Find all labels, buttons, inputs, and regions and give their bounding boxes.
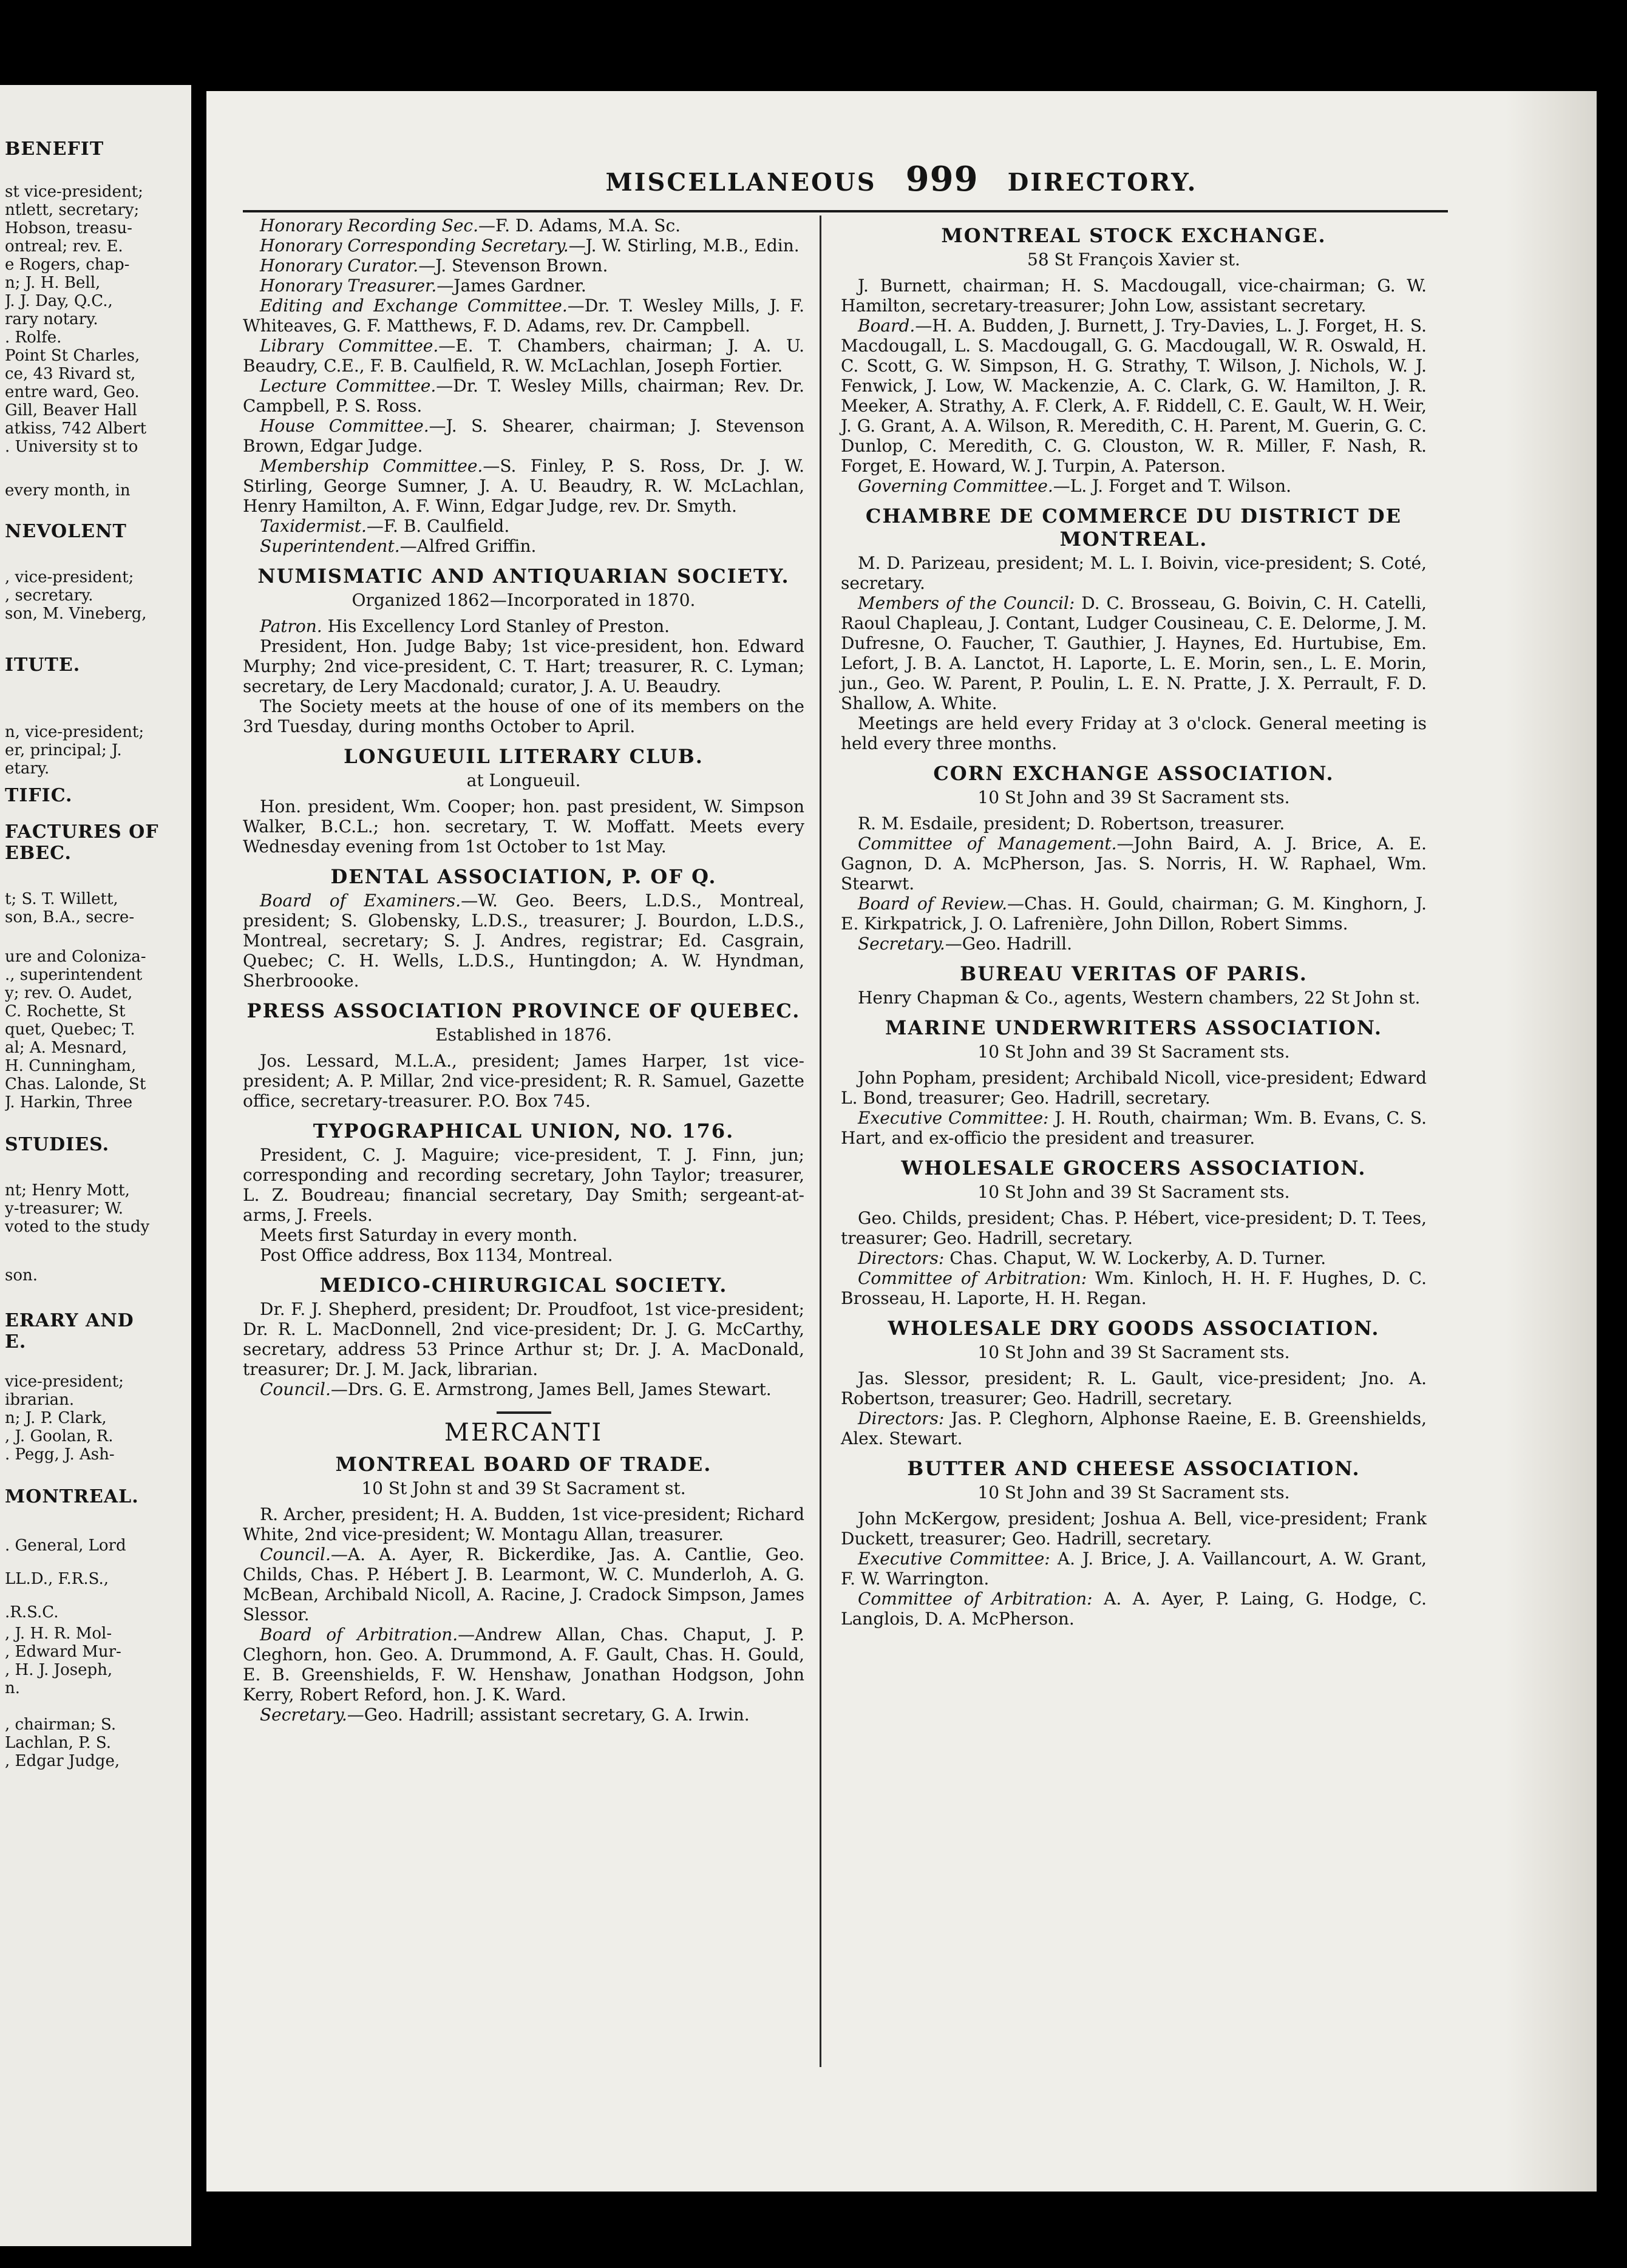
header-rule <box>243 210 1448 212</box>
entry-paragraph <box>841 1108 1427 1148</box>
section-address: Established in 1876. <box>435 1025 612 1045</box>
entry-paragraph <box>841 813 1427 834</box>
entry-lead: Secretary. <box>260 1705 347 1725</box>
entry-paragraph <box>243 891 804 991</box>
entry-text: —J. W. Stirling, M.B., Edin. <box>568 236 800 256</box>
entry-paragraph <box>841 1509 1427 1549</box>
strip-heading: TIFIC. <box>5 786 73 806</box>
strip-line: , Edgar Judge, <box>5 1752 120 1770</box>
entry-text: —Geo. Hadrill; assistant secretary, G. A. Irwin. <box>347 1705 750 1725</box>
entry-text: Post Office address, Box 1134, Montreal. <box>260 1245 613 1265</box>
entry-text: —J. Stevenson Brown. <box>418 256 608 276</box>
category-heading: MERCANTI <box>444 1419 603 1447</box>
entry-paragraph <box>243 1625 804 1705</box>
entry-paragraph <box>243 636 804 696</box>
entry-text: J. H. Routh, chairman; Wm. B. Evans, C. S. Hart, and ex-officio the president and treasurer. <box>841 1108 1427 1148</box>
entry-lead: Board of Review. <box>858 894 1008 914</box>
entry-lead: Governing Committee. <box>858 476 1053 496</box>
section-address: at Longueuil. <box>466 770 581 790</box>
strip-line: , Edward Mur- <box>5 1643 121 1661</box>
strip-line: al; A. Mesnard, <box>5 1039 127 1057</box>
page-gutter <box>1506 91 1597 2192</box>
entry-lead: Committee of Arbitration: <box>858 1589 1093 1609</box>
adjacent-page-strip <box>0 85 191 2246</box>
entry-text: Jas. P. Cleghorn, Alphonse Raeine, E. B. Greenshields, Alex. Stewart. <box>841 1408 1427 1448</box>
entry-lead: Library Committee. <box>260 336 439 356</box>
section-heading: MONTREAL BOARD OF TRADE. <box>335 1453 712 1476</box>
entry-paragraph <box>243 416 804 456</box>
strip-line: H. Cunningham, <box>5 1057 137 1075</box>
section-heading: PRESS ASSOCIATION PROVINCE OF QUEBEC. <box>246 999 801 1022</box>
entry-text: Geo. Childs, president; Chas. P. Hébert, vice-president; D. T. Tees, treasurer; Geo. Hadrill, secretary. <box>841 1208 1427 1248</box>
section-address: 10 St John and 39 St Sacrament sts. <box>977 787 1290 807</box>
page-number: 999 <box>905 159 979 199</box>
entry-paragraph <box>841 713 1427 753</box>
entry-paragraph <box>243 1544 804 1625</box>
entry-text: The Society meets at the house of one of its members on the 3rd Tuesday, during months October to April. <box>243 696 804 736</box>
strip-line: ce, 43 Rivard st, <box>5 365 136 383</box>
entry-paragraph <box>841 934 1427 954</box>
entry-paragraph <box>243 1504 804 1544</box>
section-heading: DENTAL ASSOCIATION, P. OF Q. <box>330 865 717 888</box>
strip-line: e Rogers, chap- <box>5 256 130 274</box>
strip-line: st vice-president; <box>5 183 143 201</box>
entry-paragraph <box>841 1248 1427 1268</box>
section-heading: WHOLESALE DRY GOODS ASSOCIATION. <box>888 1317 1380 1340</box>
strip-line: atkiss, 742 Albert <box>5 419 147 438</box>
entry-text: D. C. Brosseau, G. Boivin, C. H. Catelli, Raoul Chapleau, J. Contant, Ludger Cousineau, C. E. Delorme, J. M. Dufresne, O. Faucher, T. Gauthier, J. Haynes, Ed. Hurtubise, Em. Lefort, J. B. A. Lanctot, H. Laporte, L. E. Morin, sen., L. E. Morin, jun., Geo. W. Parent, P. Poulin, L. E. N. Pratte, J. X. Perrault, F. D. Shallow, A. White. <box>841 593 1427 713</box>
strip-heading: E. <box>5 1333 27 1352</box>
section-heading: TYPOGRAPHICAL UNION, NO. 176. <box>313 1119 735 1142</box>
section-heading: MEDICO-CHIRURGICAL SOCIETY. <box>319 1274 728 1297</box>
section-address: 10 St John st and 39 St Sacrament st. <box>361 1478 686 1498</box>
strip-line: y-treasurer; W. <box>5 1200 124 1218</box>
entry-paragraph <box>841 1208 1427 1248</box>
section-heading: BUTTER AND CHEESE ASSOCIATION. <box>907 1457 1360 1480</box>
entry-paragraph <box>841 1549 1427 1589</box>
strip-line: , J. Goolan, R. <box>5 1427 114 1445</box>
strip-heading: MONTREAL. <box>5 1487 139 1507</box>
entry-paragraph <box>841 593 1427 713</box>
entry-paragraph <box>243 1379 804 1399</box>
entry-text: Chas. Chaput, W. W. Lockerby, A. D. Turner. <box>944 1248 1326 1268</box>
running-head-left: MISCELLANEOUS <box>605 168 877 197</box>
entry-paragraph <box>841 894 1427 934</box>
strip-line: nt; Henry Mott, <box>5 1181 130 1200</box>
entry-paragraph <box>243 376 804 416</box>
entry-lead: Honorary Corresponding Secretary. <box>260 236 569 256</box>
strip-line: voted to the study <box>5 1218 150 1236</box>
section-address: 10 St John and 39 St Sacrament sts. <box>977 1182 1290 1202</box>
entry-text: —L. J. Forget and T. Wilson. <box>1053 476 1292 496</box>
entry-paragraph <box>841 1268 1427 1308</box>
strip-heading: ERARY AND <box>5 1311 134 1331</box>
section-address: 58 St François Xavier st. <box>1027 250 1240 270</box>
strip-line: ntlett, secretary; <box>5 201 140 219</box>
entry-paragraph <box>243 276 804 296</box>
entry-paragraph <box>243 516 804 536</box>
entry-lead: Committee of Arbitration: <box>858 1268 1087 1288</box>
entry-text: —Drs. G. E. Armstrong, James Bell, James Stewart. <box>330 1379 772 1399</box>
entry-text: —F. D. Adams, M.A. Sc. <box>478 216 681 236</box>
entry-lead: Directors: <box>858 1248 945 1268</box>
entry-text: Henry Chapman & Co., agents, Western chambers, 22 St John st. <box>858 988 1421 1008</box>
entry-paragraph <box>841 1408 1427 1448</box>
entry-paragraph <box>243 616 804 636</box>
entry-text: —W. Geo. Beers, L.D.S., Montreal, president; S. Globensky, L.D.S., treasurer; J. Bourdon, L.D.S., Montreal, secretary; S. J. Andres, registrar; Ed. Casgrain, Quebec; C. H. Wells, L.D.S., Huntingdon; A. W. Hyndman, Sherbroooke. <box>243 891 804 991</box>
strip-line: . Pegg, J. Ash- <box>5 1445 115 1464</box>
left-column <box>243 216 804 1725</box>
entry-lead: Directors: <box>858 1408 945 1428</box>
entry-lead: Patron. <box>260 616 322 636</box>
entry-text: R. M. Esdaile, president; D. Robertson, treasurer. <box>858 813 1285 834</box>
entry-text: —Alfred Griffin. <box>399 536 537 556</box>
entry-paragraph <box>243 1705 804 1725</box>
entry-lead: Honorary Recording Sec. <box>260 216 478 236</box>
entry-text: —A. A. Ayer, R. Bickerdike, Jas. A. Cantlie, Geo. Childs, Chas. P. Hébert J. B. Learmont, W. C. Munderloh, A. G. McBean, Archibald Nicoll, A. Racine, J. Cradock Simpson, James Slessor. <box>243 1544 804 1625</box>
entry-lead: Honorary Curator. <box>260 256 419 276</box>
entry-text: —Dr. T. Wesley Mills, J. F. Whiteaves, G. F. Matthews, F. D. Adams, rev. Dr. Campbell. <box>243 296 805 336</box>
entry-lead: Membership Committee. <box>260 456 483 476</box>
entry-text: President, C. J. Maguire; vice-president, T. J. Finn, jun; corresponding and recording secretary, John Taylor; treasurer, L. Z. Boudreau; financial secretary, Day Smith; sergeant-at-arms, J. Freels. <box>243 1145 804 1225</box>
entry-lead: Committee of Management. <box>858 834 1117 854</box>
entry-lead: Board of Examiners. <box>260 891 461 911</box>
strip-line: t; S. T. Willett, <box>5 890 118 908</box>
section-heading: CORN EXCHANGE ASSOCIATION. <box>933 762 1334 785</box>
strip-line: n. <box>5 1679 21 1697</box>
entry-paragraph <box>841 1068 1427 1108</box>
entry-lead: Board of Arbitration. <box>260 1625 458 1645</box>
entry-text: —F. B. Caulfield. <box>366 516 510 536</box>
strip-line: Chas. Lalonde, St <box>5 1075 146 1093</box>
strip-line: , H. J. Joseph, <box>5 1661 113 1679</box>
entry-lead: Editing and Exchange Committee. <box>260 296 568 316</box>
entry-lead: House Committee. <box>260 416 429 436</box>
entry-paragraph <box>841 553 1427 593</box>
entry-text: A. A. Ayer, P. Laing, G. Hodge, C. Langlois, D. A. McPherson. <box>841 1589 1427 1629</box>
entry-text: —James Gardner. <box>436 276 586 296</box>
directory-page <box>206 91 1597 2192</box>
section-heading: MARINE UNDERWRITERS ASSOCIATION. <box>885 1016 1383 1039</box>
entry-text: —Geo. Hadrill. <box>945 934 1073 954</box>
entry-paragraph <box>841 988 1427 1008</box>
strip-heading: NEVOLENT <box>5 522 127 542</box>
entry-lead: Council. <box>260 1544 331 1564</box>
entry-lead: Executive Committee: <box>858 1108 1049 1128</box>
strip-heading: EBEC. <box>5 844 72 863</box>
section-heading: MONTREAL STOCK EXCHANGE. <box>941 224 1326 247</box>
entry-lead: Honorary Treasurer. <box>260 276 437 296</box>
entry-paragraph <box>243 336 804 376</box>
entry-text: Jos. Lessard, M.L.A., president; James Harper, 1st vice-president; A. P. Millar, 2nd vice-president; R. R. Samuel, Gazette office, secretary-treasurer. P.O. Box 745. <box>243 1051 804 1111</box>
strip-line: etary. <box>5 759 50 778</box>
section-address: 10 St John and 39 St Sacrament sts. <box>977 1342 1290 1362</box>
section-heading: LONGUEUIL LITERARY CLUB. <box>344 745 704 768</box>
strip-line: , vice-president; <box>5 568 134 586</box>
strip-line: Lachlan, P. S. <box>5 1734 112 1752</box>
entry-text: Wm. Kinloch, H. H. F. Hughes, D. C. Brosseau, H. Laporte, H. H. Regan. <box>841 1268 1427 1308</box>
strip-line: J. J. Day, Q.C., <box>5 292 113 310</box>
entry-text: —Chas. H. Gould, chairman; G. M. Kinghorn, J. E. Kirkpatrick, J. O. Lafrenière, John Dillon, Robert Simms. <box>841 894 1427 934</box>
entry-text: M. D. Parizeau, president; M. L. I. Boivin, vice-president; S. Coté, secretary. <box>841 553 1427 593</box>
entry-text: R. Archer, president; H. A. Budden, 1st vice-president; Richard White, 2nd vice-president; W. Montagu Allan, treasurer. <box>243 1504 804 1544</box>
entry-paragraph <box>841 276 1427 316</box>
entry-text: Hon. president, Wm. Cooper; hon. past president, W. Simpson Walker, B.C.L.; hon. secretary, T. W. Moffatt. Meets every Wednesday evening from 1st October to 1st May. <box>243 796 804 857</box>
section-address: 10 St John and 39 St Sacrament sts. <box>977 1482 1290 1502</box>
strip-line: quet, Quebec; T. <box>5 1020 135 1039</box>
entry-paragraph <box>243 236 804 256</box>
strip-line: ., superintendent <box>5 966 143 984</box>
strip-line: son, M. Vineberg, <box>5 605 147 623</box>
entry-paragraph <box>243 216 804 236</box>
strip-line: rary notary. <box>5 310 98 328</box>
entry-paragraph <box>243 296 804 336</box>
entry-lead: Executive Committee: <box>858 1549 1050 1569</box>
section-heading: BUREAU VERITAS OF PARIS. <box>960 962 1308 985</box>
entry-text: J. Burnett, chairman; H. S. Macdougall, vice-chairman; G. W. Hamilton, secretary-treasurer; John Low, assistant secretary. <box>841 276 1427 316</box>
strip-line: , chairman; S. <box>5 1716 117 1734</box>
section-heading: WHOLESALE GROCERS ASSOCIATION. <box>901 1156 1367 1180</box>
entry-lead: Secretary. <box>858 934 945 954</box>
entry-lead: Council. <box>260 1379 331 1399</box>
entry-paragraph <box>243 1299 804 1379</box>
section-address: 10 St John and 39 St Sacrament sts. <box>977 1042 1290 1062</box>
strip-line: . University st to <box>5 438 138 456</box>
strip-heading: STUDIES. <box>5 1135 110 1155</box>
strip-line: n; J. P. Clark, <box>5 1409 107 1427</box>
strip-line: Point St Charles, <box>5 347 140 365</box>
entry-paragraph <box>243 696 804 736</box>
entry-text: Jas. Slessor, president; R. L. Gault, vice-president; Jno. A. Robertson, treasurer; Geo. Hadrill, secretary. <box>841 1368 1427 1408</box>
entry-paragraph <box>243 796 804 857</box>
strip-line: . General, Lord <box>5 1536 126 1555</box>
entry-text: Meets first Saturday in every month. <box>260 1225 578 1245</box>
strip-line: Gill, Beaver Hall <box>5 401 137 419</box>
strip-line: n, vice-president; <box>5 723 144 741</box>
entry-text: —Dr. T. Wesley Mills, chairman; Rev. Dr. Campbell, P. S. Ross. <box>243 376 804 416</box>
running-head-right: DIRECTORY. <box>1007 168 1198 197</box>
entry-paragraph <box>243 1245 804 1265</box>
entry-paragraph <box>243 1225 804 1245</box>
entry-text: John McKergow, president; Joshua A. Bell, vice-president; Frank Duckett, treasurer; Geo. Hadrill, secretary. <box>841 1509 1427 1549</box>
strip-line: ure and Coloniza- <box>5 948 146 966</box>
entry-text: —Andrew Allan, Chas. Chaput, J. P. Cleghorn, hon. Geo. A. Drummond, A. F. Gault, Chas. H. Gould, E. B. Greenshields, F. W. Henshaw, Jonathan Hodgson, John Kerry, Robert Reford, hon. J. K. Ward. <box>243 1625 804 1705</box>
entry-paragraph <box>841 1589 1427 1629</box>
entry-text: —J. S. Shearer, chairman; J. Stevenson Brown, Edgar Judge. <box>243 416 805 456</box>
entry-text: A. J. Brice, J. A. Vaillancourt, A. W. Grant, F. W. Warrington. <box>841 1549 1427 1589</box>
entry-text: President, Hon. Judge Baby; 1st vice-president, hon. Edward Murphy; 2nd vice-president, C. T. Hart; treasurer, R. C. Lyman; secretary, de Lery Macdonald; curator, J. A. U. Beaudry. <box>243 636 804 696</box>
section-heading: CHAMBRE DE COMMERCE DU DISTRICT DE MONTREAL. <box>865 504 1402 551</box>
strip-heading: FACTURES OF <box>5 823 159 842</box>
section-address: Organized 1862—Incorporated in 1870. <box>352 590 696 610</box>
strip-line: n; J. H. Bell, <box>5 274 101 292</box>
entry-paragraph <box>243 536 804 556</box>
entry-text: —E. T. Chambers, chairman; J. A. U. Beaudry, C.E., F. B. Caulfield, R. W. McLachlan, Joseph Fortier. <box>243 336 804 376</box>
strip-heading: ITUTE. <box>5 656 81 675</box>
entry-paragraph <box>243 1145 804 1225</box>
strip-line: vice-president; <box>5 1373 124 1391</box>
strip-line: er, principal; J. <box>5 741 122 759</box>
running-head <box>206 159 1597 199</box>
entry-paragraph <box>243 456 804 516</box>
strip-line: LL.D., F.R.S., <box>5 1570 109 1588</box>
strip-line: , J. H. R. Mol- <box>5 1625 112 1643</box>
right-column <box>841 216 1427 1629</box>
strip-line: ibrarian. <box>5 1391 75 1409</box>
entry-paragraph <box>243 256 804 276</box>
strip-line: son, B.A., secre- <box>5 908 135 926</box>
entry-text: —H. A. Budden, J. Burnett, J. Try-Davies, L. J. Forget, H. S. Macdougall, L. S. Macdougall, G. G. Macdougall, W. R. Oswald, H. C. Scott, G. W. Simpson, H. G. Strathy, T. Wilson, J. Nichols, W. J. Fenwick, J. Low, W. Mackenzie, A. C. Clark, G. W. Hamilton, J. R. Meeker, A. Strathy, A. F. Clerk, A. F. Riddell, C. E. Gault, W. H. Weir, J. G. Grant, A. A. Wilson, R. Meredith, C. H. Parent, M. Guerin, G. C. Dunlop, C. Meredith, C. G. Clouston, W. R. Miller, F. Nash, R. Forget, E. Howard, W. J. Turpin, A. Paterson. <box>841 316 1427 476</box>
entry-text: —S. Finley, P. S. Ross, Dr. J. W. Stirling, George Sumner, J. A. U. Beaudry, R. W. McLachlan, Henry Hamilton, A. F. Winn, Edgar Judge, rev. Dr. Smyth. <box>243 456 805 516</box>
entry-text: John Popham, president; Archibald Nicoll, vice-president; Edward L. Bond, treasurer; Geo. Hadrill, secretary. <box>841 1068 1427 1108</box>
column-rule <box>820 216 821 2067</box>
section-heading: NUMISMATIC AND ANTIQUARIAN SOCIETY. <box>257 565 790 588</box>
strip-line: J. Harkin, Three <box>5 1093 133 1112</box>
section-divider <box>497 1411 551 1414</box>
strip-line: C. Rochette, St <box>5 1002 126 1020</box>
entry-paragraph <box>841 1368 1427 1408</box>
strip-line: , secretary. <box>5 586 93 605</box>
entry-paragraph <box>841 316 1427 476</box>
entry-paragraph <box>841 476 1427 496</box>
entry-text: His Excellency Lord Stanley of Preston. <box>322 616 670 636</box>
entry-paragraph <box>243 1051 804 1111</box>
entry-lead: Superintendent. <box>260 536 400 556</box>
strip-line: every month, in <box>5 481 131 500</box>
strip-line: son. <box>5 1266 38 1285</box>
entry-lead: Members of the Council: <box>858 593 1075 613</box>
entry-text: Meetings are held every Friday at 3 o'clock. General meeting is held every three months. <box>841 713 1427 753</box>
strip-heading: BENEFIT <box>5 140 104 159</box>
strip-line: ontreal; rev. E. <box>5 237 123 256</box>
strip-line: .R.S.C. <box>5 1603 59 1621</box>
strip-line: entre ward, Geo. <box>5 383 140 401</box>
strip-line: y; rev. O. Audet, <box>5 984 133 1002</box>
entry-lead: Lecture Committee. <box>260 376 436 396</box>
strip-line: Hobson, treasu- <box>5 219 132 237</box>
entry-lead: Taxidermist. <box>260 516 367 536</box>
entry-lead: Board. <box>858 316 915 336</box>
strip-line: . Rolfe. <box>5 328 62 347</box>
entry-paragraph <box>841 834 1427 894</box>
entry-text: Dr. F. J. Shepherd, president; Dr. Proudfoot, 1st vice-president; Dr. R. L. MacDonnell, 2nd vice-president; Dr. J. G. McCarthy, secretary, address 53 Prince Arthur st; Dr. J. A. MacDonald, treasurer; Dr. J. M. Jack, librarian. <box>243 1299 804 1379</box>
entry-text: —John Baird, A. J. Brice, A. E. Gagnon, D. A. McPherson, Jas. S. Norris, H. W. Raphael, Wm. Stearwt. <box>841 834 1427 894</box>
